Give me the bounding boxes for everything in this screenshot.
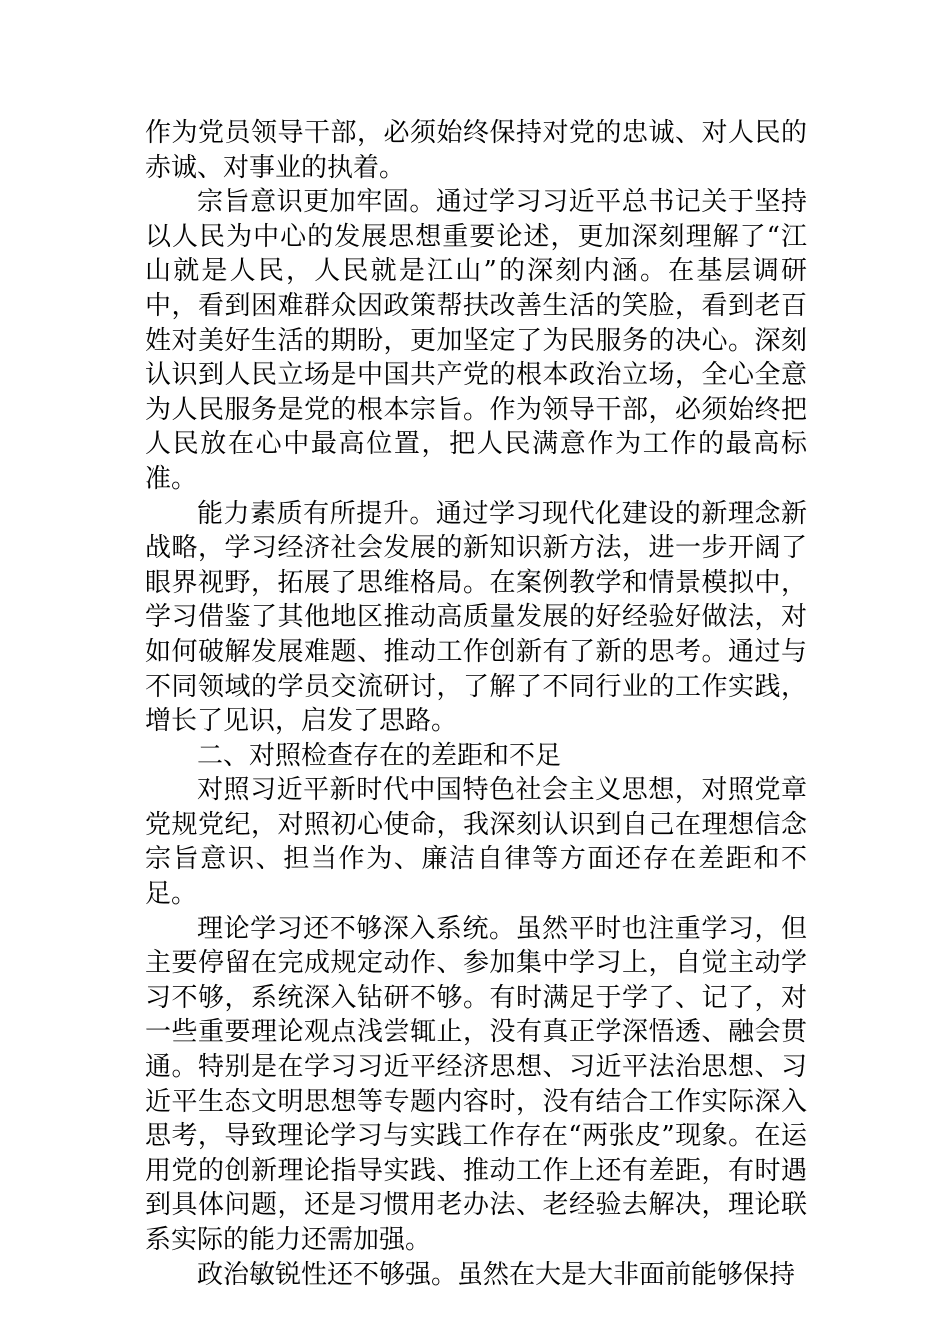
paragraph-continuation: 作为党员领导干部，必须始终保持对党的忠诚、对人民的赤诚、对事业的执着。	[145, 118, 807, 183]
paragraph-gaps-intro: 对照习近平新时代中国特色社会主义思想，对照党章党规党纪，对照初心使命，我深刻认识到自己在理想信念宗旨意识、担当作为、廉洁自律等方面还存在差距和不足。	[145, 775, 807, 910]
section-heading-gaps: 二、对照检查存在的差距和不足	[197, 740, 562, 771]
document-body	[145, 116, 807, 1292]
paragraph-purpose-awareness: 宗旨意识更加牢固。通过学习习近平总书记关于坚持以人民为中心的发展思想重要论述，更加深刻理解了“江山就是人民，人民就是江山”的深刻内涵。在基层调研中，看到困难群众因政策帮扶改善生活的笑脸，看到老百姓对美好生活的期盼，更加坚定了为民服务的决心。深刻认识到人民立场是中国共产党的根本政治立场，全心全意为人民服务是党的根本宗旨。作为领导干部，必须始终把人民放在心中最高位置，把人民满意作为工作的最高标准。	[145, 187, 807, 494]
paragraph-political-sensitivity: 政治敏锐性还不够强。虽然在大是大非面前能够保持	[197, 1259, 796, 1290]
paragraph-theory-study: 理论学习还不够深入系统。虽然平时也注重学习，但主要停留在完成规定动作、参加集中学习上，自觉主动学习不够，系统深入钻研不够。有时满足于学了、记了，对一些重要理论观点浅尝辄止，没有真正学深悟透、融会贯通。特别是在学习习近平经济思想、习近平法治思想、习近平生态文明思想等专题内容时，没有结合工作实际深入思考，导致理论学习与实践工作存在“两张皮”现象。在运用党的创新理论指导实践、推动工作上还有差距，有时遇到具体问题，还是习惯用老办法、老经验去解决，理论联系实际的能力还需加强。	[145, 913, 807, 1255]
paragraph-ability-improvement: 能力素质有所提升。通过学习现代化建设的新理念新战略，学习经济社会发展的新知识新方法，进一步开阔了眼界视野，拓展了思维格局。在案例教学和情景模拟中，学习借鉴了其他地区推动高质量发展的好经验好做法，对如何破解发展难题、推动工作创新有了新的思考。通过与不同领域的学员交流研讨，了解了不同行业的工作实践，增长了见识，启发了思路。	[145, 498, 807, 737]
